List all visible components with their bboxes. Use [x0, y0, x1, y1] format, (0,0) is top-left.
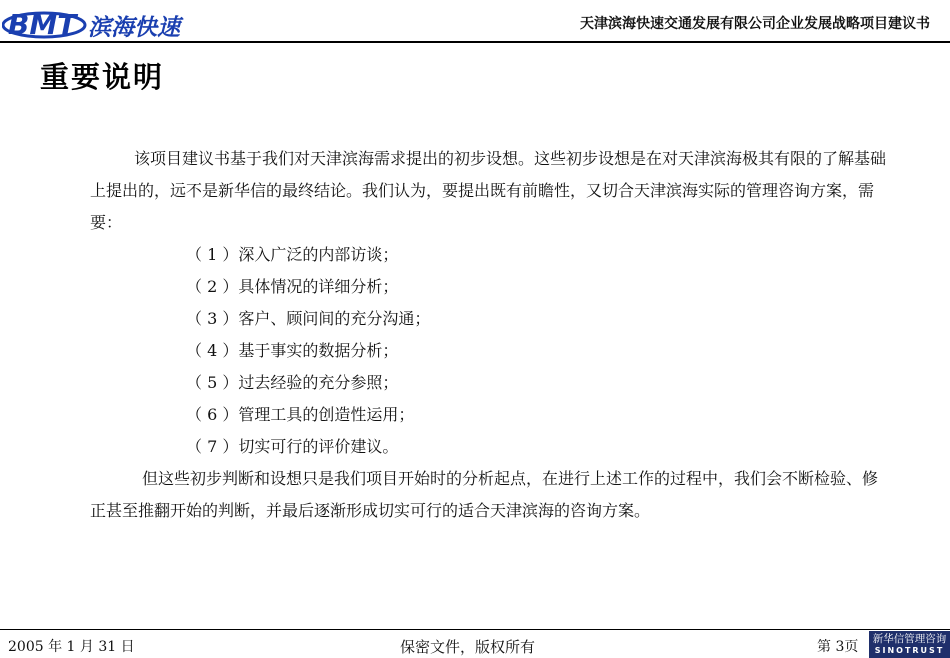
bmt-logo-graphic	[2, 6, 188, 40]
list-item: （ 5 ）过去经验的充分参照；	[186, 373, 399, 392]
sinotrust-logo	[869, 631, 950, 658]
header-divider	[0, 41, 950, 43]
footer-date: 2005 年 1 月 31 日	[8, 639, 135, 655]
requirement-list	[90, 239, 890, 463]
intro-paragraph: 该项目建议书基于我们对天津滨海需求提出的初步设想。这些初步设想是在对天津滨海极其有限的了解基础上提出的，远不是新华信的最终结论。我们认为，要提出既有前瞻性，又切合天津滨海实际的管理咨询方案，需要：	[90, 149, 887, 232]
page-number: 第 3页	[817, 639, 859, 655]
list-item: （ 1 ）深入广泛的内部访谈；	[186, 245, 399, 264]
list-item: （ 4 ）基于事实的数据分析；	[186, 341, 399, 360]
body-text	[90, 143, 890, 527]
page-header	[0, 0, 950, 42]
sinotrust-logo-cn: 新华信管理咨询	[872, 633, 947, 645]
bmt-logo-icon	[2, 6, 188, 40]
list-item: （ 3 ）客户、顾问间的充分沟通；	[186, 309, 431, 328]
logo-name: 滨海快速	[88, 15, 180, 40]
list-item: （ 7 ）切实可行的评价建议。	[186, 437, 399, 456]
footer-divider	[0, 629, 950, 630]
sinotrust-logo-en: SINOTRUST	[874, 646, 945, 655]
footer-confidential: 保密文件，版权所有	[400, 638, 536, 656]
list-item: （ 6 ）管理工具的创造性运用；	[186, 405, 415, 424]
closing-paragraph: 但这些初步判断和设想只是我们项目开始时的分析起点，在进行上述工作的过程中，我们会不断检验、修正甚至推翻开始的判断，并最后逐渐形成切实可行的适合天津滨海的咨询方案。	[90, 469, 879, 520]
list-item: （ 2 ）具体情况的详细分析；	[186, 277, 399, 296]
page-title: 重要说明	[40, 60, 165, 94]
document-title: 天津滨海快速交通发展有限公司企业发展战略项目建议书	[580, 16, 930, 32]
logo-mark: BMT	[8, 8, 77, 40]
